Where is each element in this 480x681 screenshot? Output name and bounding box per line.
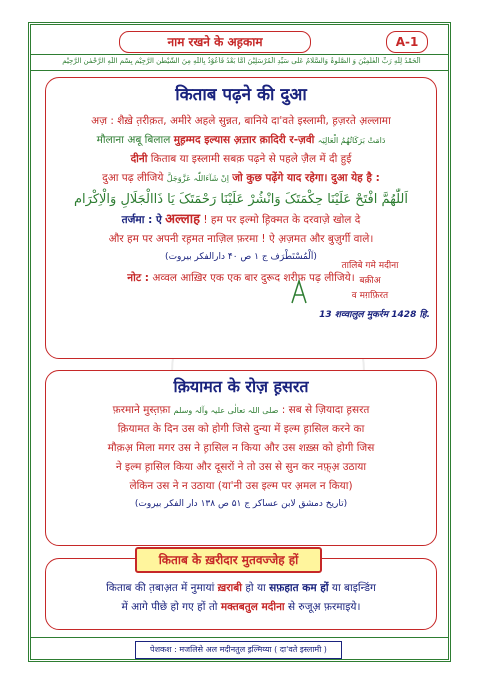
page-number: A-1 — [386, 31, 428, 53]
notice-line-2-a: में आगे पीछे हो गए हों तो — [121, 601, 218, 613]
translation — [46, 210, 436, 249]
hasrat-line-3: मौक़अ़ मिला मगर उस ने ह़ासिल न किया और उस शख़्स को होगी जिस — [107, 442, 375, 454]
hasrat-line-2: क़ियामत के दिन उस को होगी जिसे दुन्या में इल्म ह़ासिल करने का — [117, 423, 365, 435]
header-divider — [31, 54, 448, 55]
hasrat-title: क़ियामत के रोज़ ह़सरत — [173, 377, 309, 396]
maktaba-name: मक्तबतुल मदीना — [220, 601, 285, 613]
durood-honorific: صلی اللہ تعالٰی علیہ وآلہ وسلم — [173, 406, 279, 415]
translation-line-1-text: ! हम पर इल्मो ह़िक्मत के दरवाज़े खोल दे — [203, 214, 361, 226]
author-line-2-a: मौलाना अबू बिलाल — [96, 134, 171, 146]
arabic-dua: اَللّٰھُمَّ افْتَحْ عَلَیْنَا حِکْمَتَکَ وَانْشُرْ عَلَیْنَا رَحْمَتَکَ یَا ذَاالْجَلَالِ وَالْاِکْرَام — [73, 192, 408, 207]
notice-line-1-e: या बाइन्डिंग — [331, 582, 376, 594]
notice-line-2-c: से रुजूअ़ फ़रमाइये। — [288, 601, 361, 613]
stamp-line-2: बक़ीअ — [359, 276, 381, 286]
author-name: मुह़म्मद इल्यास अ़त्त़ार क़ादिरी र-ज़वी — [173, 134, 315, 146]
author-line-3 — [52, 150, 430, 169]
stamp-line-1: तालिबे गमे मदीना — [341, 261, 399, 271]
dua-title: किताब पढ़ने की दुआ — [175, 85, 307, 105]
hasrat-paragraph — [46, 401, 436, 496]
notice-line-1-c: हो या — [245, 582, 266, 594]
hasrat-box — [45, 370, 437, 546]
signature-stamp — [310, 259, 430, 304]
author-line-1: अज़ : शैख़े त़रीक़त, अमीरे अहले सुन्नत, बानिये दा'वते इस्लामी, ह़ज़रते अ़ल्लामा — [91, 115, 391, 127]
inshaallah: اِنْ شَآءَاللّٰہ عَزَّوَجَلَّ — [166, 174, 229, 183]
notice-label: किताब के ख़रीदार मुतवज्जेह हों — [135, 547, 322, 573]
hasrat-line-1-a: फ़रमाने मुस्त़फ़ा — [112, 404, 171, 416]
footer-divider — [31, 637, 448, 638]
calligraphy-icon — [290, 279, 308, 305]
dua-paragraph — [46, 112, 436, 188]
author-line-4-c: जो कुछ पढ़ेंगे याद रहेगा। दुआ येह है : — [232, 172, 380, 184]
author-line-4 — [52, 169, 430, 188]
hasrat-line-4: ने इल्म ह़ासिल किया और दूसरों ने तो उस से सुन कर नफ़्अ़ उठाया — [115, 461, 367, 473]
deeni-word: दीनी — [130, 153, 148, 165]
hasrat-line-5: लेकिन उस ने न उठाया (या'नी उस इल्म पर अ़मल न किया) — [129, 480, 353, 492]
notice-paragraph — [46, 579, 436, 617]
translation-label: तर्जमा : ऐ — [121, 214, 162, 226]
dua-reference: (اَلْمُسْتَطْرَف ج ۱ ص ۴۰ دارالفکر بیروت) — [165, 252, 317, 262]
notice-defect: ख़राबी — [217, 582, 242, 594]
author-honorific: دَامَتْ بَرَکَاتُھُمُ الْعَالِیَہ — [317, 136, 386, 145]
hasrat-reference: (تاریخ دمشق لابن عساکر ج ۵۱ ص ۱۳۸ دار الفکر بیروت) — [134, 499, 348, 509]
page-frame — [28, 22, 451, 662]
note-text: अव्वल आख़िर एक एक बार दुरूद शरीफ़ पढ़ लीजिये। — [152, 272, 355, 284]
bismillah-line: اَلْحَمْدُ لِلّٰهِ رَبِّ الْعٰلَمِیْنَ وَ الصَّلٰوۃُ وَالسَّلَامُ عَلٰی سَیِّدِ الْمُرْسَلِیْنَ اَمَّا بَعْدُ فَاَعُوْذُ بِاللّٰهِ مِنَ الشَّیْطٰنِ الرَّجِیْمِ بِسْمِ اللّٰهِ الرَّحْمٰنِ الرَّحِیْمِ — [62, 57, 421, 65]
author-line-3-b: किताब या इस्लामी सबक़ पढ़ने से पहले ज़ैल में दी हुई — [150, 153, 352, 165]
hasrat-line-1 — [52, 401, 430, 420]
translation-line-1 — [52, 210, 430, 230]
bismillah-divider — [31, 70, 448, 71]
allah-word: अल्लाह — [165, 212, 200, 227]
author-line-2 — [52, 131, 430, 150]
hasrat-line-1-c: : सब से ज़ियादा ह़सरत — [281, 404, 370, 416]
translation-line-2: और हम पर अपनी रह़मत नाज़िल फ़रमा ! ऐ अ़ज़मत और बुज़ुर्गी वाले। — [108, 233, 374, 245]
notice-pages: सफ़हात कम हों — [269, 582, 329, 594]
notice-line-2 — [52, 598, 430, 617]
stamp-line-3: व मग़फ़िरत — [351, 291, 389, 301]
note-label: नोट : — [127, 272, 149, 284]
page-header — [31, 31, 448, 55]
page-title: नाम रखने के अह़काम — [119, 31, 311, 53]
notice-line-1 — [52, 579, 430, 598]
footer-credit: पेशकश : मजलिसे अल मदीनतुल इ़ल्मिय्या ( दा'वते इस्लामी ) — [135, 641, 342, 659]
notice-line-1-a: किताब की त़बाअ़त में नुमायां — [106, 582, 215, 594]
signature-date: 13 शव्वालुल मुकर्रम 1428 हि. — [319, 310, 430, 320]
author-line-4-a: दुआ पढ़ लीजिये — [102, 172, 164, 184]
